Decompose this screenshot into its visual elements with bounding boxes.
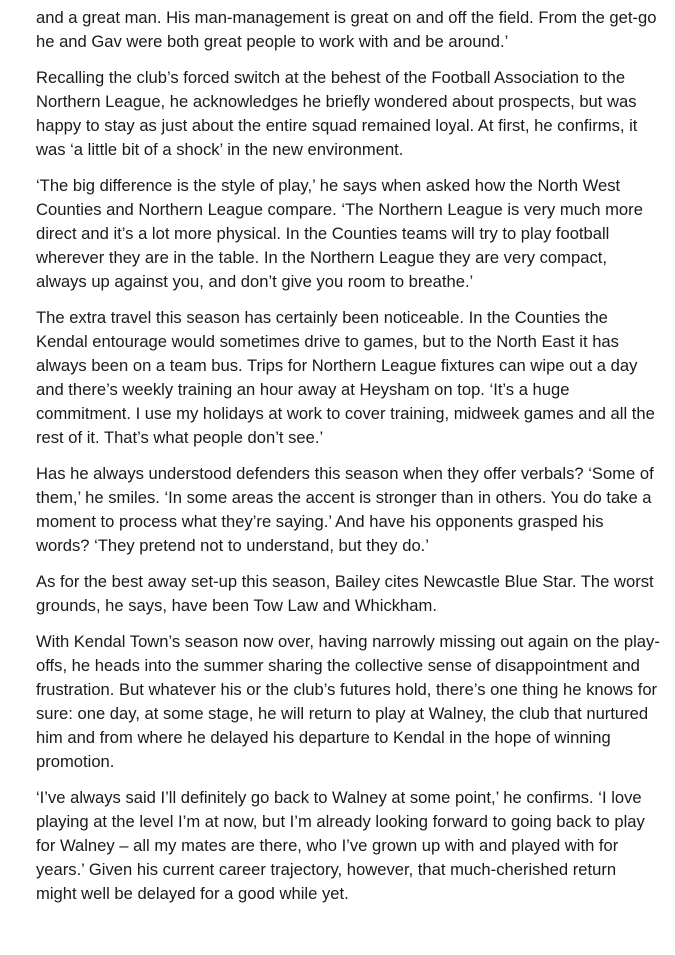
paragraph-3: ‘The big difference is the style of play,’ he says when asked how the North West Counties and Northern League compare. ‘The Northern League is very much more direct and it’s a lot more physical. In the Counties teams will try to play football wherever they are in the table. In the Northern League they are very compact, always up against you, and don’t give you room to breathe.’ [36,176,643,291]
paragraph-7: With Kendal Town’s season now over, having narrowly missing out again on the play-offs, he heads into the summer sharing the collective sense of disappointment and frustration. But whatever his or the club’s futures hold, there’s one thing he knows for sure: one day, at some stage, he will return to play at Walney, the club that nurtured him and from where he delayed his departure to Kendal in the hope of winning promotion. [36,632,660,771]
paragraph-4: The extra travel this season has certainly been noticeable. In the Counties the Kendal entourage would sometimes drive to games, but to the North East it has always been on a team bus. Trips for Northern League fixtures can wipe out a day and there’s weekly training an hour away at Heysham on top. ‘It’s a huge commitment. I use my holidays at work to cover training, midweek games and all the rest of it. That’s what people don’t see.’ [36,308,655,447]
paragraph-1: and a great man. His man-management is great on and off the field. From the get-go he and Gav were both great people to work with and be around.’ [36,8,657,51]
paragraph-2: Recalling the club’s forced switch at the behest of the Football Association to the Northern League, he acknowledges he briefly wondered about prospects, but was happy to stay as just about the entire squad remained loyal. At first, he confirms, it was ‘a little bit of a shock’ in the new environment. [36,68,638,159]
paragraph-5: Has he always understood defenders this season when they offer verbals? ‘Some of them,’ he smiles. ‘In some areas the accent is stronger than in others. You do take a moment to process what they’re saying.’ And have his opponents grasped his words? ‘They pretend not to understand, but they do.’ [36,464,654,555]
paragraph-6: As for the best away set-up this season, Bailey cites Newcastle Blue Star. The worst grounds, he says, have been Tow Law and Whickham. [36,572,654,615]
paragraph-8: ‘I’ve always said I’ll definitely go back to Walney at some point,’ he confirms. ‘I love playing at the level I’m at now, but I’m already looking forward to going back to play for Walney – all my mates are there, who I’ve grown up with and played with for years.’ Given his current career trajectory, however, that much-cherished return might well be delayed for a good while yet. [36,788,645,903]
